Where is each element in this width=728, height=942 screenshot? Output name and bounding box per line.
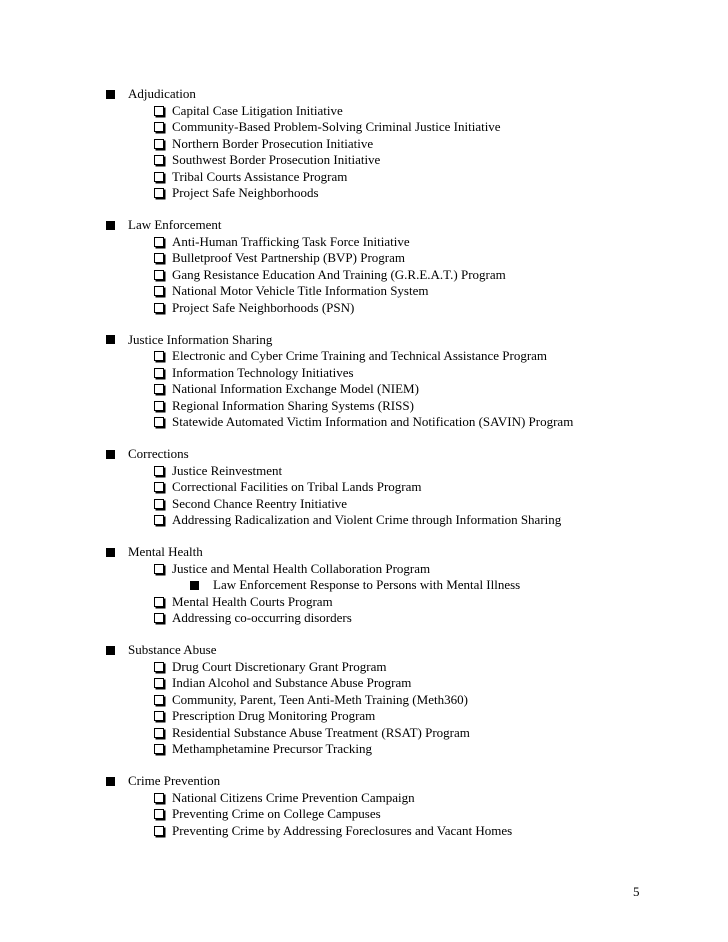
shadowed-checkbox-bullet-icon [154, 499, 164, 509]
section-heading [106, 446, 706, 463]
shadowed-checkbox-bullet-icon [154, 711, 164, 721]
filled-square-bullet-icon [190, 581, 199, 590]
section-heading-text: Justice Information Sharing [128, 331, 273, 347]
document-body [106, 86, 706, 855]
shadowed-checkbox-bullet-icon [154, 401, 164, 411]
list-item-text: Anti-Human Trafficking Task Force Initiative [172, 233, 410, 249]
list-item-text: Addressing co-occurring disorders [172, 610, 352, 625]
list-item-text: Justice Reinvestment [172, 462, 283, 478]
shadowed-checkbox-bullet-icon [154, 237, 164, 247]
list-item [106, 267, 706, 284]
list-item [106, 741, 706, 758]
list-item [106, 136, 706, 153]
shadowed-checkbox-bullet-icon [154, 286, 164, 296]
list-item-text: National Information Exchange Model (NIEM) [172, 381, 419, 396]
list-item-text: Mental Health Courts Program [172, 593, 333, 609]
list-item-text: Correctional Facilities on Tribal Lands Program [172, 479, 422, 494]
shadowed-checkbox-bullet-icon [154, 139, 164, 149]
list-item-text: Preventing Crime on College Campuses [172, 806, 381, 821]
list-item [106, 169, 706, 186]
sub-list-item [106, 577, 706, 594]
list-item [106, 283, 706, 300]
shadowed-checkbox-bullet-icon [154, 417, 164, 427]
shadowed-checkbox-bullet-icon [154, 597, 164, 607]
shadowed-checkbox-bullet-icon [154, 351, 164, 361]
shadowed-checkbox-bullet-icon [154, 809, 164, 819]
section-heading [106, 332, 706, 349]
list-item [106, 300, 706, 317]
list-item-text: Capital Case Litigation Initiative [172, 102, 343, 118]
list-item-text: Statewide Automated Victim Information and Notification (SAVIN) Program [172, 414, 574, 429]
list-item-text: Indian Alcohol and Substance Abuse Program [172, 675, 412, 690]
list-item-text: National Motor Vehicle Title Information System [172, 283, 429, 298]
list-item-text: Community-Based Problem-Solving Criminal Justice Initiative [172, 119, 501, 134]
list-item [106, 381, 706, 398]
list-item-text: Justice and Mental Health Collaboration Program [172, 560, 431, 576]
section-heading-text: Corrections [128, 446, 189, 461]
list-item [106, 103, 706, 120]
section-heading-text: Substance Abuse [128, 642, 217, 657]
list-item [106, 659, 706, 676]
shadowed-checkbox-bullet-icon [154, 482, 164, 492]
list-item [106, 675, 706, 692]
list-item-text: Regional Information Sharing Systems (RISS) [172, 397, 414, 413]
filled-square-bullet-icon [106, 90, 115, 99]
list-item [106, 692, 706, 709]
list-item-text: Northern Border Prosecution Initiative [172, 135, 374, 151]
shadowed-checkbox-bullet-icon [154, 744, 164, 754]
list-item-text: Methamphetamine Precursor Tracking [172, 741, 373, 756]
section-heading [106, 773, 706, 790]
list-item [106, 725, 706, 742]
list-item [106, 594, 706, 611]
list-item-text: Prescription Drug Monitoring Program [172, 708, 376, 723]
section-heading [106, 86, 706, 103]
section-corrections [106, 446, 706, 529]
section-heading [106, 642, 706, 659]
list-item [106, 790, 706, 807]
list-item-text: Gang Resistance Education And Training (G.R.E.A.T.) Program [172, 266, 506, 282]
section-heading [106, 217, 706, 234]
list-item-text: Bulletproof Vest Partnership (BVP) Program [172, 250, 406, 265]
shadowed-checkbox-bullet-icon [154, 106, 164, 116]
shadowed-checkbox-bullet-icon [154, 466, 164, 476]
list-item [106, 234, 706, 251]
section-heading-text: Law Enforcement [128, 217, 222, 232]
list-item [106, 512, 706, 529]
filled-square-bullet-icon [106, 646, 115, 655]
section-adjudication [106, 86, 706, 202]
filled-square-bullet-icon [106, 777, 115, 786]
list-item [106, 496, 706, 513]
shadowed-checkbox-bullet-icon [154, 253, 164, 263]
list-item [106, 185, 706, 202]
list-item-text: Southwest Border Prosecution Initiative [172, 152, 381, 167]
shadowed-checkbox-bullet-icon [154, 662, 164, 672]
section-heading-text: Adjudication [128, 86, 196, 101]
shadowed-checkbox-bullet-icon [154, 826, 164, 836]
list-item [106, 708, 706, 725]
filled-square-bullet-icon [106, 548, 115, 557]
section-justice-information-sharing [106, 332, 706, 431]
list-item [106, 250, 706, 267]
shadowed-checkbox-bullet-icon [154, 188, 164, 198]
list-item-text: Project Safe Neighborhoods (PSN) [172, 299, 355, 315]
filled-square-bullet-icon [106, 335, 115, 344]
list-item-text: Tribal Courts Assistance Program [172, 168, 348, 184]
shadowed-checkbox-bullet-icon [154, 728, 164, 738]
list-item-text: Project Safe Neighborhoods [172, 185, 319, 200]
shadowed-checkbox-bullet-icon [154, 172, 164, 182]
list-item [106, 348, 706, 365]
shadowed-checkbox-bullet-icon [154, 303, 164, 313]
shadowed-checkbox-bullet-icon [154, 368, 164, 378]
section-mental-health [106, 544, 706, 627]
list-item [106, 806, 706, 823]
section-heading [106, 544, 706, 561]
shadowed-checkbox-bullet-icon [154, 564, 164, 574]
shadowed-checkbox-bullet-icon [154, 613, 164, 623]
sub-list-item-text: Law Enforcement Response to Persons with Mental Illness [213, 577, 521, 592]
section-heading-text: Mental Health [128, 544, 203, 559]
shadowed-checkbox-bullet-icon [154, 270, 164, 280]
shadowed-checkbox-bullet-icon [154, 384, 164, 394]
filled-square-bullet-icon [106, 221, 115, 230]
list-item-text: Electronic and Cyber Crime Training and Technical Assistance Program [172, 348, 548, 363]
shadowed-checkbox-bullet-icon [154, 793, 164, 803]
shadowed-checkbox-bullet-icon [154, 155, 164, 165]
shadowed-checkbox-bullet-icon [154, 678, 164, 688]
list-item-text: Addressing Radicalization and Violent Crime through Information Sharing [172, 512, 562, 527]
section-heading-text: Crime Prevention [128, 773, 221, 788]
section-crime-prevention [106, 773, 706, 839]
list-item [106, 823, 706, 840]
list-item-text: Community, Parent, Teen Anti-Meth Training (Meth360) [172, 691, 468, 707]
section-substance-abuse [106, 642, 706, 758]
list-item [106, 610, 706, 627]
shadowed-checkbox-bullet-icon [154, 515, 164, 525]
list-item [106, 365, 706, 382]
list-item-text: Preventing Crime by Addressing Foreclosures and Vacant Homes [172, 822, 513, 838]
filled-square-bullet-icon [106, 450, 115, 459]
list-item [106, 414, 706, 431]
list-item-text: Drug Court Discretionary Grant Program [172, 658, 387, 674]
list-item [106, 119, 706, 136]
list-item-text: National Citizens Crime Prevention Campaign [172, 789, 415, 805]
shadowed-checkbox-bullet-icon [154, 695, 164, 705]
page-number: 5 [633, 884, 640, 899]
list-item [106, 463, 706, 480]
section-law-enforcement [106, 217, 706, 316]
list-item [106, 398, 706, 415]
list-item-text: Residential Substance Abuse Treatment (RSAT) Program [172, 724, 470, 740]
list-item [106, 152, 706, 169]
list-item [106, 561, 706, 578]
list-item [106, 479, 706, 496]
list-item-text: Second Chance Reentry Initiative [172, 495, 348, 511]
list-item-text: Information Technology Initiatives [172, 364, 354, 380]
shadowed-checkbox-bullet-icon [154, 122, 164, 132]
